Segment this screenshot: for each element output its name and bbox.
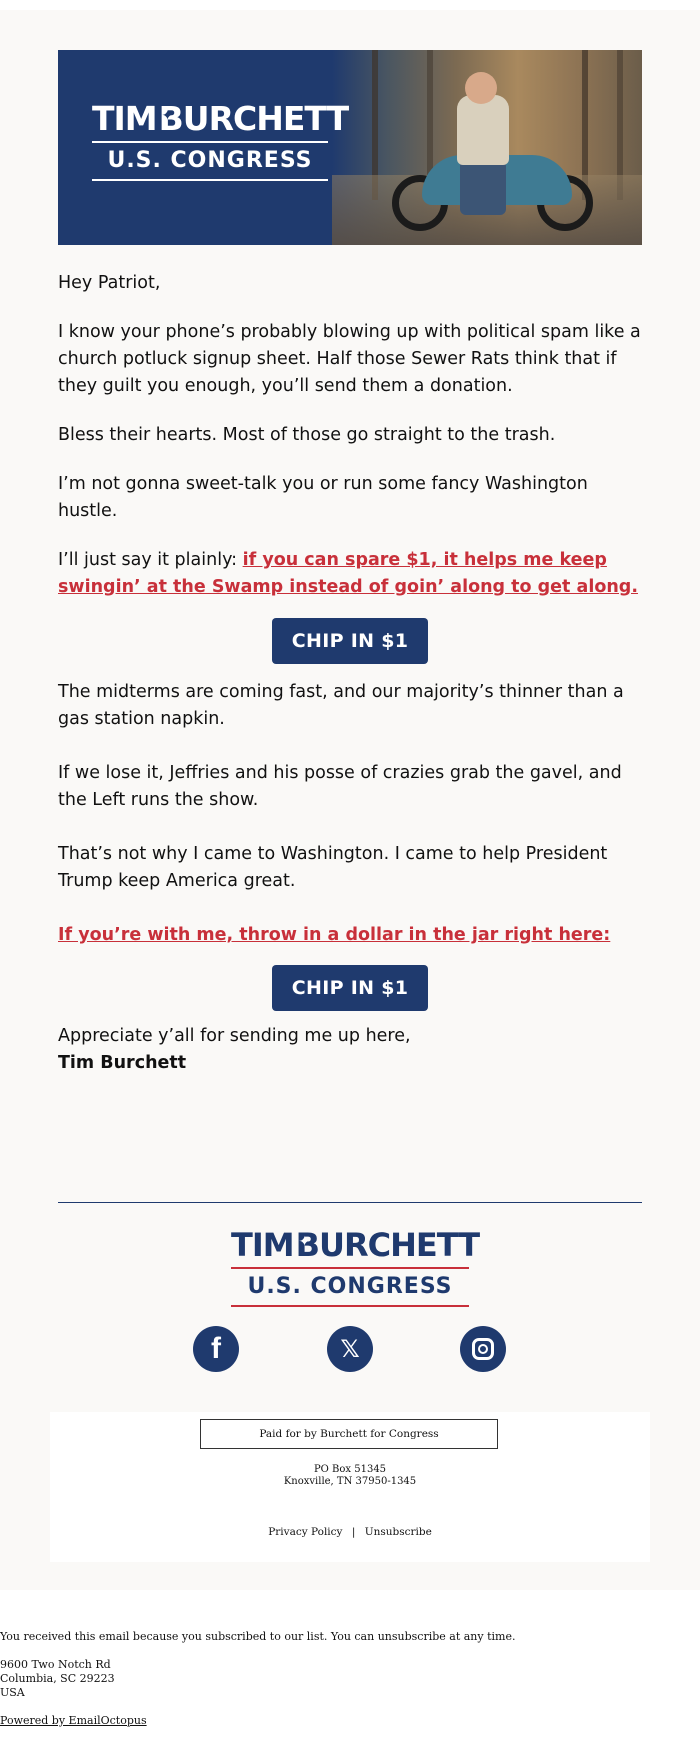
logo-name-right: BURCHETT <box>158 99 349 138</box>
provider-city: Columbia, SC 29223 <box>0 1672 115 1685</box>
footer-divider <box>58 1202 642 1203</box>
instagram-icon[interactable] <box>460 1326 506 1372</box>
signature: Tim Burchett <box>58 1053 187 1073</box>
header-logo <box>92 99 349 186</box>
logo-subtitle: U.S. CONGRESS <box>107 148 313 173</box>
unsubscribe-link[interactable]: Unsubscribe <box>364 1526 432 1538</box>
footer-logo <box>231 1226 480 1307</box>
facebook-icon[interactable]: f <box>193 1326 239 1372</box>
footer-logo-name-right: BURCHETT <box>295 1226 480 1264</box>
footer-logo-name-left: TIM <box>231 1226 294 1264</box>
paragraph-2: Bless their hearts. Most of those go straight to the trash. <box>58 425 556 445</box>
paragraph-8 <box>58 922 642 949</box>
email-canvas <box>0 10 700 1590</box>
chip-in-button-2[interactable]: CHIP IN $1 <box>272 965 428 1011</box>
header-banner <box>58 50 642 245</box>
donate-link-1[interactable]: if you can spare $1, it helps me keep swingin’ at the Swamp instead of goin’ along to get along. <box>58 550 638 597</box>
footer-links <box>50 1526 650 1538</box>
link-separator: | <box>351 1526 356 1538</box>
signoff: Appreciate y’all for sending me up here, <box>58 1026 411 1046</box>
x-icon[interactable]: 𝕏 <box>327 1326 373 1372</box>
provider-street: 9600 Two Notch Rd <box>0 1658 111 1671</box>
footer-logo-subtitle: U.S. CONGRESS <box>247 1274 453 1299</box>
mailing-address: PO Box 51345 Knoxville, TN 37950-1345 <box>283 1464 417 1487</box>
legal-footer <box>50 1412 650 1562</box>
paragraph-3: I’m not gonna sweet-talk you or run some fancy Washington hustle. <box>58 474 588 521</box>
subscription-notice: You received this email because you subscribed to our list. You can unsubscribe at any time. <box>0 1630 516 1643</box>
privacy-policy-link[interactable]: Privacy Policy <box>268 1526 343 1538</box>
paragraph-1: I know your phone’s probably blowing up with political spam like a church potluck signup sheet. Half those Sewer Rats think that if they guilt you enough, you’ll send them a donation. <box>58 322 641 396</box>
paragraph-7: That’s not why I came to Washington. I came to help President Trump keep America great. <box>58 844 608 891</box>
greeting: Hey Patriot, <box>58 273 161 293</box>
powered-by-link[interactable]: Powered by EmailOctopus <box>0 1714 147 1727</box>
paid-for-disclaimer: Paid for by Burchett for Congress <box>200 1419 498 1449</box>
paragraph-5: The midterms are coming fast, and our majority’s thinner than a gas station napkin. <box>58 682 624 729</box>
donate-link-2[interactable]: If you’re with me, throw in a dollar in the jar right here: <box>58 925 611 945</box>
email-content <box>58 50 642 1077</box>
logo-name-left: TIM <box>92 99 157 138</box>
paragraph-6: If we lose it, Jeffries and his posse of crazies grab the gavel, and the Left runs the show. <box>58 763 622 810</box>
paragraph-4-prefix: I’ll just say it plainly: <box>58 550 243 570</box>
provider-footer <box>0 1630 515 1728</box>
provider-country: USA <box>0 1686 25 1699</box>
rider <box>457 95 509 165</box>
paragraph-4 <box>58 547 642 601</box>
chip-in-button-1[interactable]: CHIP IN $1 <box>272 618 428 664</box>
header-photo <box>332 50 642 245</box>
